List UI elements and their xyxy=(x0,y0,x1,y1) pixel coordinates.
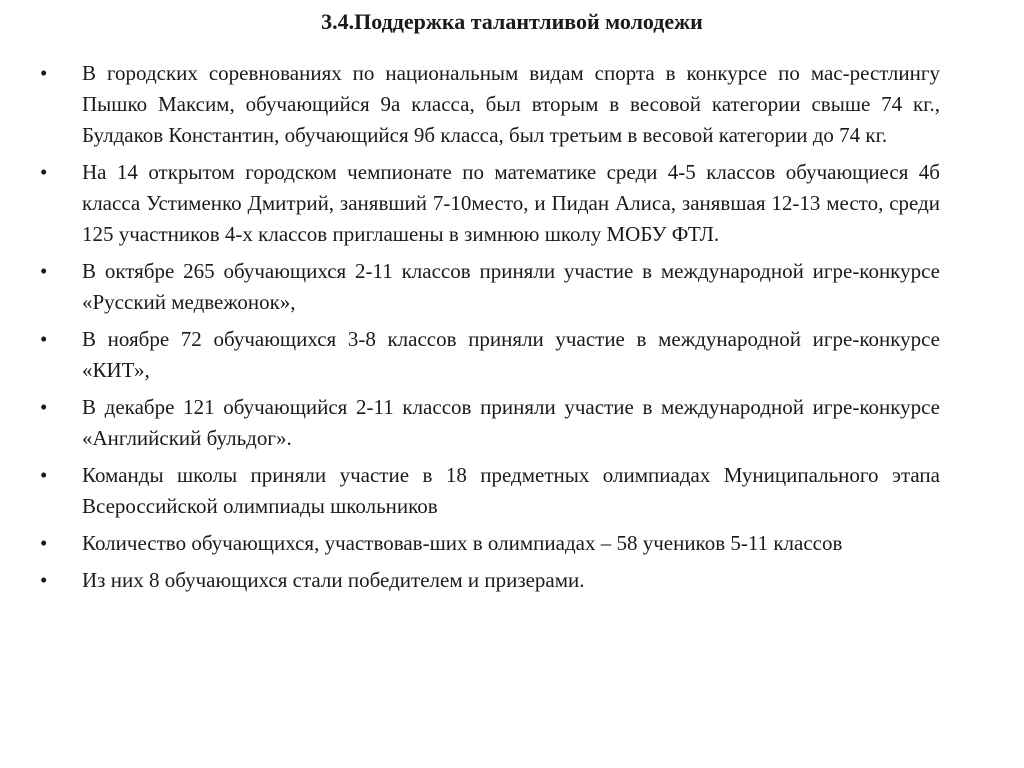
list-item-text: В октябре 265 обучающихся 2-11 классов приняли участие в международной игре-конкурсе «Русский медвежонок», xyxy=(82,259,940,314)
list-item xyxy=(40,58,940,151)
bullet-icon: • xyxy=(40,259,48,283)
list-item xyxy=(40,157,940,250)
list-item-text: Из них 8 обучающихся стали победителем и призерами. xyxy=(82,568,585,592)
bullet-icon: • xyxy=(40,568,48,592)
slide-title: 3.4.Поддержка талантливой молодежи xyxy=(321,9,703,34)
list-item-text: На 14 открытом городском чемпионате по математике среди 4-5 классов обучающиеся 4б класса Устименко Дмитрий, занявший 7-10место, и Пидан Алиса, занявшая 12-13 место, среди 125 участников 4-х классов приглашены в зимнюю школу МОБУ ФТЛ. xyxy=(82,160,940,246)
bullet-icon: • xyxy=(40,531,48,555)
bullet-icon: • xyxy=(40,61,48,85)
list-item-text: В декабре 121 обучающийся 2-11 классов приняли участие в международной игре-конкурсе «Английский бульдог». xyxy=(82,395,940,450)
list-item xyxy=(40,256,940,318)
list-item-text: В ноябре 72 обучающихся 3-8 классов приняли участие в международной игре-конкурсе «КИТ», xyxy=(82,327,940,382)
list-item xyxy=(40,565,940,596)
list-item-text: В городских соревнованиях по национальным видам спорта в конкурсе по мас-рестлингу Пышко Максим, обучающийся 9а класса, был вторым в весовой категории свыше 74 кг., Булдаков Константин, обучающийся 9б класса, был третьим в весовой категории до 74 кг. xyxy=(82,61,940,147)
list-item-text: Количество обучающихся, участвовав-ших в олимпиадах – 58 учеников 5-11 классов xyxy=(82,531,843,555)
list-item-text: Команды школы приняли участие в 18 предметных олимпиадах Муниципального этапа Всероссийской олимпиады школьников xyxy=(82,463,940,518)
list-item xyxy=(40,528,940,559)
list-item xyxy=(40,324,940,386)
bullet-icon: • xyxy=(40,160,48,184)
list-item xyxy=(40,460,940,522)
bullet-list xyxy=(40,58,940,602)
bullet-icon: • xyxy=(40,395,48,419)
list-item xyxy=(40,392,940,454)
bullet-icon: • xyxy=(40,463,48,487)
bullet-icon: • xyxy=(40,327,48,351)
